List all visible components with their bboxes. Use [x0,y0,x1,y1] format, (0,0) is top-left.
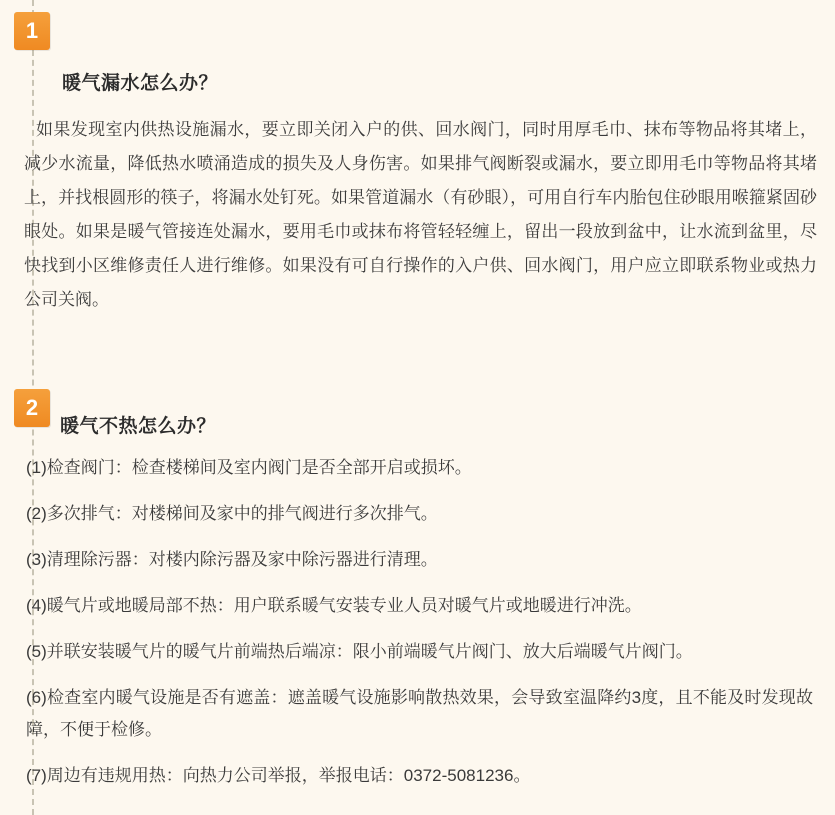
list-item: (5)并联安装暖气片的暖气片前端热后端凉：限小前端暖气片阀门、放大后端暖气片阀门。 [26,642,693,661]
section-heading-1: 暖气漏水怎么办？ [62,73,219,94]
list-item: (6)检查室内暖气设施是否有遮盖：遮盖暖气设施影响散热效果，会导致室温降约3度，且不能及时发现故障，不便于检修。 [26,688,813,739]
list-item: (7)周边有违规用热：向热力公司举报，举报电话：0372-5081236。 [26,766,531,785]
section-spacer [0,317,835,367]
section-heating-not-warm [0,367,835,792]
section-body-2 [0,438,835,792]
section-heading-2: 暖气不热怎么办？ [60,416,217,437]
list-item: (3)清理除污器：对楼内除污器及家中除污器进行清理。 [26,550,438,569]
section-paragraph-1: 如果发现室内供热设施漏水，要立即关闭入户的供、回水阀门，同时用厚毛巾、抹布等物品将其堵上，减少水流量，降低热水喷涌造成的损失及人身伤害。如果排气阀断裂或漏水，要立即用毛巾等物品将其堵上，并找根圆形的筷子，将漏水处钉死。如果管道漏水（有砂眼），可用自行车内胎包住砂眼用喉箍紧固砂眼处。如果是暖气管接连处漏水，要用毛巾或抹布将管轻轻缠上，留出一段放到盆中，让水流到盆里，尽快找到小区维修责任人进行维修。如果没有可自行操作的入户供、回水阀门，用户应立即联系物业或热力公司关阀。 [24,120,817,309]
list-item: (1)检查阀门：检查楼梯间及室内阀门是否全部开启或损坏。 [26,458,472,477]
section-heating-leak [0,0,835,317]
section-number-badge-1: 1 [14,12,50,50]
section-number-badge-2: 2 [14,389,50,427]
section-body-1 [0,95,835,317]
list-item: (2)多次排气：对楼梯间及家中的排气阀进行多次排气。 [26,504,438,523]
list-item: (4)暖气片或地暖局部不热：用户联系暖气安装专业人员对暖气片或地暖进行冲洗。 [26,596,642,615]
